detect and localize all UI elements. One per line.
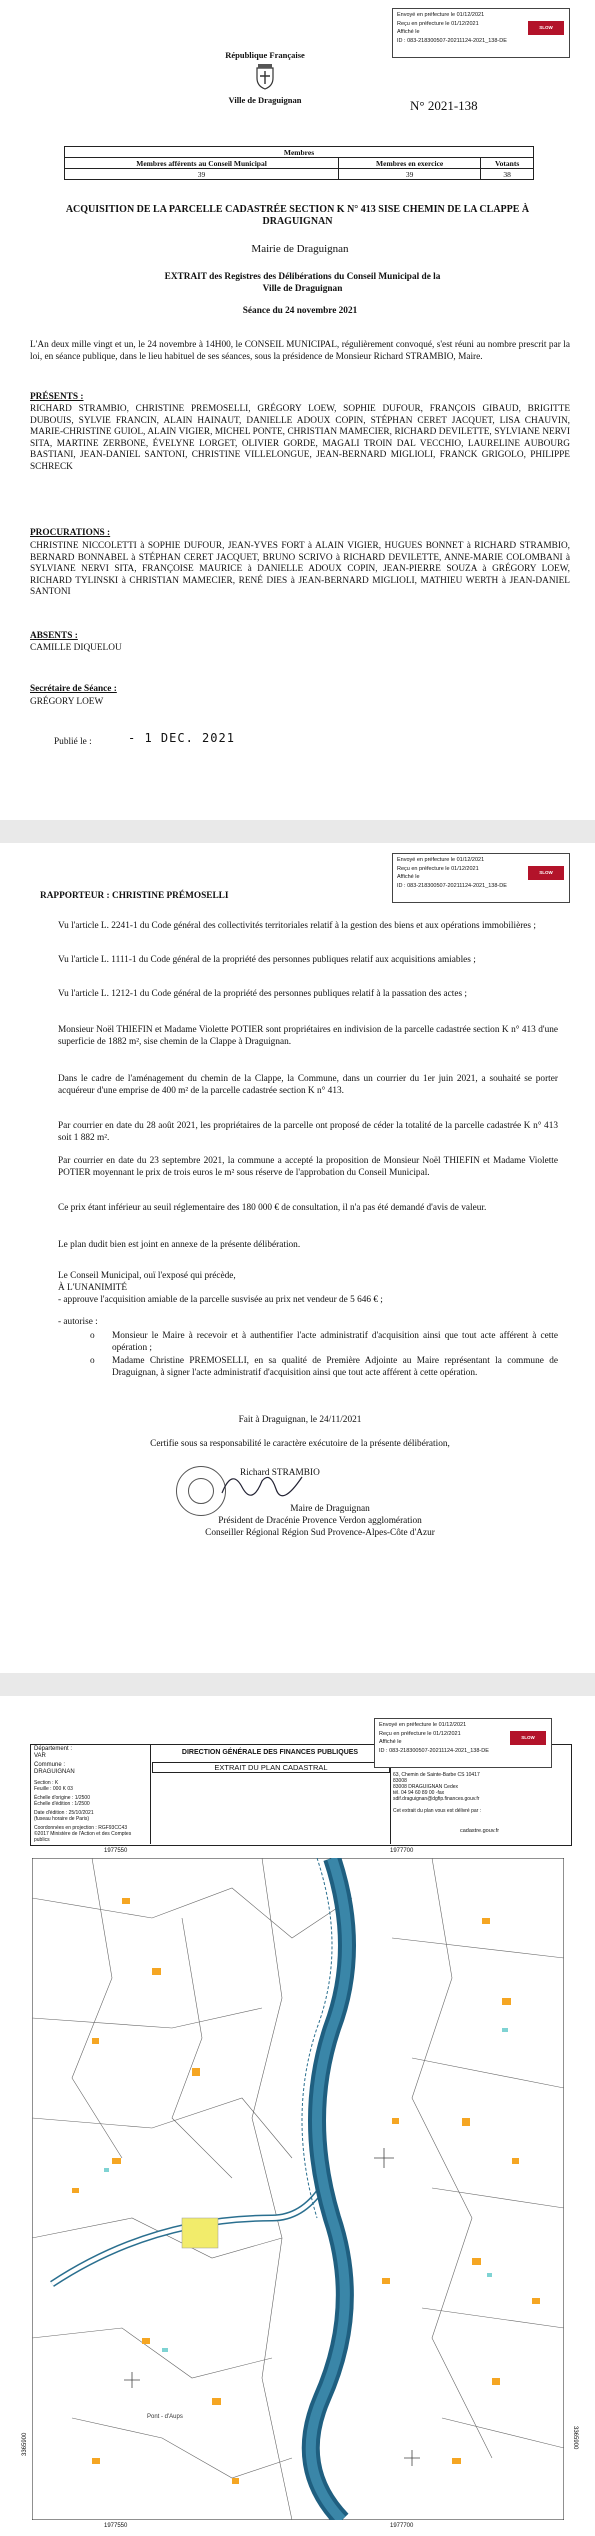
place-label: Pont - d'Aups [147, 2414, 183, 2420]
service-address-2: 83008 [393, 1778, 407, 1784]
presents-list: RICHARD STRAMBIO, CHRISTINE PREMOSELLI, GRÉGORY LOEW, SOPHIE DUFOUR, FRANÇOIS GIBAUD, BRIGITTE DUBOUIS, SYLVIE FRANCIN, ALAIN HAINAUT, DANIELLE ADOUX COPIN, STÉPHAN CERET JACQUET, LISA CHAUVIN, MARIE-CHRISTINE GUIOL, ALAIN VIGIER, MICHEL PONTE, CHRISTIAN MAMECIER, RICHARD DEVILETTE, SYLVIANE NERVI SITA, MARTINE ZERBONE, ÉVELYNE LORGET, OLIVIER GORDE, MAGALI TROIN DAL VECCHIO, LAURELINE AUBOURG BASTIANI, JEAN-DANIEL SANTONI, CHRISTINE VILLELONGUE, JEAN-BERNARD MIGLIOLI, FRANCK GRIGOLO, PHILIPPE SCHRECK [30, 404, 570, 472]
slow-logo: SLOW [528, 21, 564, 35]
service-address-1: 63, Chemin de Sainte-Barbe CS 10417 [393, 1772, 480, 1778]
deliberation-number: N° 2021-138 [410, 98, 478, 113]
cadastre-site: cadastre.gouv.fr [460, 1828, 500, 1834]
republique-francaise: République Française [225, 50, 305, 60]
echelle-origine: Échelle d'origine : 1/2500 [34, 1795, 90, 1801]
paragraph-7: Le Conseil Municipal, ouï l'exposé qui précède, [58, 1271, 236, 1281]
stamp-id: ID : 083-218300507-20211124-2021_138-DE [397, 37, 507, 44]
prefecture-stamp [392, 853, 570, 903]
vu-article-1: Vu l'article L. 2241-1 du Code général des collectivités territoriales relatif à la gestion des biens et aux opérations immobilières ; [58, 921, 536, 931]
commune: DRAGUIGNAN [34, 1769, 75, 1775]
coord-right: 3365900 [572, 2426, 578, 2450]
coord-top-right: 1977700 [390, 1848, 414, 1854]
municipal-seal-inner-icon [188, 1478, 214, 1504]
members-val-0: 39 [65, 169, 339, 180]
procurations-list: CHRISTINE NICCOLETTI à SOPHIE DUFOUR, JEAN-YVES FORT à ALAIN VIGIER, HUGUES BONNET à RICHARD STRAMBIO, BERNARD BONNABEL à STÉPHAN CERET JACQUET, BRUNO SCRIVO à RICHARD DEVILETTE, ANNE-MARIE COLOMBANI à SYLVIANE NERVI SITA, FRANÇOISE MAURICE à DANIELLE ADOUX COPIN, JEAN-PIERRE SOUZA à GRÉGORY LOEW, RICHARD TYLINSKI à CHRISTIAN MAMECIER, RENÉ DIES à JEAN-BERNARD MIGLIOLI, MATHIEU WERTH à JEAN-DANIEL SANTONI [30, 541, 570, 597]
page-1 [0, 0, 595, 820]
publie-date: - 1 DEC. 2021 [128, 731, 235, 745]
prefecture-stamp [392, 8, 570, 58]
slow-logo: SLOW [528, 866, 564, 880]
paragraph-5: Ce prix étant inférieur au seuil réglementaire des 180 000 € de consultation, il n'a pas été demandé d'avis de valeur. [58, 1203, 487, 1213]
copyright: ©2017 Ministère de l'Action et des Comptes publics [34, 1831, 132, 1843]
vu-article-2: Vu l'article L. 1111-1 du Code général de la propriété des personnes publiques relatif aux acquisitions amiables ; [58, 955, 476, 965]
vu-article-3: Vu l'article L. 1212-1 du Code général de la propriété des personnes publiques relatif à la passation des actes ; [58, 989, 468, 999]
stamp-recu: Reçu en préfecture le 01/12/2021 [397, 20, 479, 27]
coord-bottom-left: 1977550 [104, 2523, 128, 2529]
stamp-recu: Reçu en préfecture le 01/12/2021 [379, 1730, 461, 1737]
mairie-label: Mairie de Draguignan [251, 243, 349, 255]
coord-left: 3365900 [22, 2432, 28, 2456]
stamp-envoye: Envoyé en préfecture le 01/12/2021 [397, 12, 485, 18]
service-address-3: 83008 DRAGUIGNAN Cedex [393, 1784, 459, 1790]
coord-top-left: 1977550 [104, 1848, 128, 1854]
signatory-name: Richard STRAMBIO [240, 1468, 320, 1478]
absents-list: CAMILLE DIQUELOU [30, 643, 122, 653]
stamp-id: ID : 083-218300507-20211124-2021_138-DE [379, 1747, 489, 1754]
secretaire-name: GRÉGORY LOEW [30, 697, 104, 707]
stamp-envoye: Envoyé en préfecture le 01/12/2021 [397, 857, 485, 863]
deliberation-title: ACQUISITION DE LA PARCELLE CADASTRÉE SECTION K N° 413 SISE CHEMIN DE LA CLAPPE À DRAGUIGNAN [65, 204, 530, 227]
dgfip-title: DIRECTION GÉNÉRALE DES FINANCES PUBLIQUES [181, 1749, 359, 1756]
extrait-title: EXTRAIT des Registres des Délibérations du Conseil Municipal de la Ville de Draguignan [164, 272, 441, 294]
departement-label: Département : [34, 1746, 73, 1752]
fait-a: Fait à Draguignan, le 24/11/2021 [238, 1415, 362, 1425]
secretaire-label: Secrétaire de Séance : [30, 684, 117, 694]
certifie: Certifie sous sa responsabilité le caractère exécutoire de la présente délibération, [150, 1439, 450, 1449]
date-edition: Date d'édition : 25/10/2021 [34, 1810, 94, 1816]
extrait-plan-cadastral: EXTRAIT DU PLAN CADASTRAL [152, 1762, 390, 1773]
stamp-id: ID : 083-218300507-20211124-2021_138-DE [397, 882, 507, 889]
stamp-envoye: Envoyé en préfecture le 01/12/2021 [379, 1722, 467, 1728]
bullet-icon: o [90, 1356, 95, 1366]
page-3 [0, 1696, 595, 2536]
paragraph-1: Monsieur Noël THIEFIN et Madame Violette POTIER sont propriétaires en indivision de la parcelle cadastrée section K n° 413 d'une superficie de 1882 m², sise chemin de la Clappe à Draguignan. [58, 1025, 558, 1047]
page-gap [0, 1673, 595, 1696]
members-table [64, 146, 534, 180]
ville-title: Ville de Draguignan [228, 95, 302, 105]
approuve: - approuve l'acquisition amiable de la parcelle susvisée au prix net vendeur de 5 646 € ; [58, 1295, 383, 1305]
paragraph-4: Par courrier en date du 23 septembre 2021, la commune a accepté la proposition de Monsieur Noël THIEFIN et Madame Violette POTIER moyennant le prix de trois euros le m² sous réserve de l'approbation du Conseil Municipal. [58, 1156, 558, 1178]
seance-date: Séance du 24 novembre 2021 [242, 306, 358, 316]
highlighted-parcel [182, 2218, 218, 2248]
bullet-1: Monsieur le Maire à recevoir et à authentifier l'acte administratif d'acquisition ainsi que tout acte afférent à cette opération ; [112, 1331, 558, 1353]
paragraph-6: Le plan dudit bien est joint en annexe de la présente délibération. [58, 1240, 301, 1250]
rapporteur: RAPPORTEUR : CHRISTINE PRÉMOSELLI [40, 891, 229, 901]
stamp-affiche: Affiché le [397, 29, 420, 36]
intro-paragraph: L'An deux mille vingt et un, le 24 novembre à 14H00, le CONSEIL MUNICIPAL, régulièrement convoqué, s'est réuni au nombre prescrit par la loi, en séance publique, dans le lieu habituel de ses séances, sous la présidence de Monsieur Richard STRAMBIO, Maire. [30, 340, 570, 362]
autorise: - autorise : [58, 1317, 98, 1327]
feuille: Feuille : 000 K 03 [34, 1786, 73, 1792]
cadastral-map [32, 1858, 564, 2520]
signatory-title-1: Maire de Draguignan [290, 1504, 370, 1514]
procurations-label: PROCURATIONS : [30, 528, 111, 538]
absents-label: ABSENTS : [30, 631, 78, 641]
prefecture-stamp [374, 1718, 552, 1768]
members-header: Membres [65, 147, 534, 158]
slow-logo: SLOW [510, 1731, 546, 1745]
members-val-1: 39 [339, 169, 481, 180]
signatory-title-2: Président de Dracénie Provence Verdon agglomération [218, 1516, 422, 1526]
bullet-icon: o [90, 1331, 95, 1341]
members-val-2: 38 [481, 169, 534, 180]
members-col-2: Votants [481, 158, 534, 169]
publie-label: Publié le : [54, 737, 92, 747]
coordinates-projection: Coordonnées en projection : RGF93CC43 [34, 1825, 128, 1831]
stamp-recu: Reçu en préfecture le 01/12/2021 [397, 865, 479, 872]
stamp-affiche: Affiché le [397, 874, 420, 881]
bullet-2: Madame Christine PREMOSELLI, en sa qualité de Première Adjointe au Maire représentant la commune de Draguignan, à signer l'acte administratif d'acquisition ainsi que tout acte afférent à cette opération. [112, 1356, 558, 1378]
stamp-affiche: Affiché le [379, 1739, 402, 1746]
fuseau: (fuseau horaire de Paris) [34, 1816, 90, 1822]
departement: VAR [34, 1753, 46, 1759]
members-col-0: Membres afférents au Conseil Municipal [65, 158, 339, 169]
cadastre-info-divider [150, 1744, 151, 1844]
coat-of-arms-icon [255, 64, 275, 90]
commune-label: Commune : [34, 1762, 66, 1768]
paragraph-2: Dans le cadre de l'aménagement du chemin de la Clappe, la Commune, dans un courrier du 1er juin 2021, a souhaité se porter acquéreur d'une emprise de 400 m² de la parcelle cadastrée section K n° 413. [58, 1074, 558, 1096]
page-gap [0, 820, 595, 843]
members-col-1: Membres en exercice [339, 158, 481, 169]
coord-bottom-right: 1977700 [390, 2523, 414, 2529]
service-delivered-by: Cet extrait du plan vous est délivré par : [393, 1808, 482, 1814]
echelle-edition: Échelle d'édition : 1/2500 [34, 1801, 90, 1807]
section: Section : K [34, 1780, 59, 1786]
page-2 [0, 843, 595, 1673]
service-tel: tél. 04 94 60 89 00 -fax [393, 1790, 445, 1796]
signatory-title-3: Conseiller Régional Région Sud Provence-Alpes-Côte d'Azur [205, 1528, 435, 1538]
unanimite: À L'UNANIMITÉ [58, 1283, 128, 1293]
presents-label: PRÉSENTS : [30, 392, 84, 402]
paragraph-3: Par courrier en date du 28 août 2021, les propriétaires de la parcelle ont proposé de céder la totalité de la parcelle cadastrée K n° 413 soit 1 882 m². [58, 1121, 558, 1143]
service-email: sdif.draguignan@dgfip.finances.gouv.fr [393, 1796, 480, 1802]
